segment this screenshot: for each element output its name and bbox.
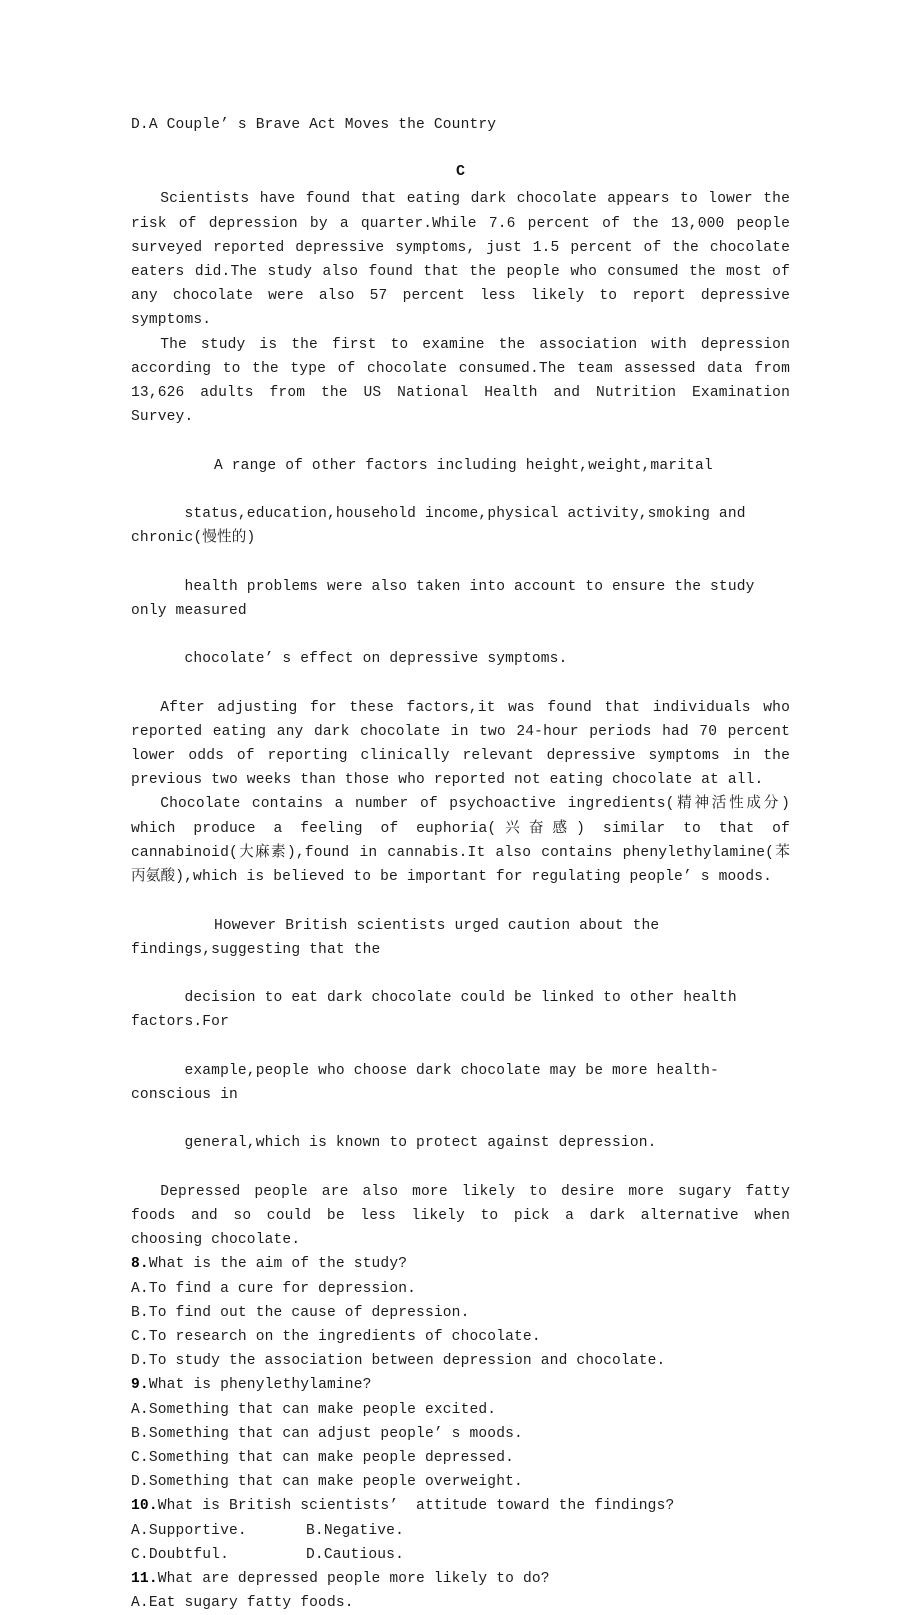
question-8-option-c[interactable]: C.To research on the ingredients of chocolate.	[131, 1328, 541, 1345]
question-10-option-b[interactable]: B.Negative.	[306, 1522, 404, 1539]
paragraph-6-line-1: However British scientists urged caution about the findings,suggesting that the	[131, 917, 669, 958]
section-letter-heading: C	[455, 163, 465, 181]
question-8-option-d[interactable]: D.To study the association between depression and chocolate.	[131, 1353, 666, 1370]
paragraph-3-line-2: status,education,household income,physical activity,smoking and chronic(慢性的)	[131, 506, 755, 547]
paragraph-6-line-3: example,people who choose dark chocolate may be more health-conscious in	[131, 1062, 719, 1103]
question-10-option-row-1	[131, 1519, 790, 1543]
question-11	[131, 1567, 790, 1591]
paragraph-3-line-3: health problems were also taken into account to ensure the study only measured	[131, 578, 764, 619]
question-10-option-c[interactable]: C.Doubtful.	[131, 1546, 229, 1563]
paragraph-6-line-2: decision to eat dark chocolate could be linked to other health factors.For	[131, 990, 746, 1031]
question-9-option-d[interactable]: D.Something that can make people overweight.	[131, 1474, 523, 1491]
question-9-option-a[interactable]: A.Something that can make people excited.	[131, 1401, 497, 1418]
question-8-number: 8.	[131, 1256, 149, 1273]
question-8-option-a[interactable]: A.To find a cure for depression.	[131, 1280, 417, 1297]
passage-paragraph-5: Chocolate contains a number of psychoactive ingredients(精神活性成分) which produce a feeling of euphoria(兴奋感) similar to that of cannabinoid(大麻素),found in cannabis.It also contains phenylethylamine(苯丙氨酸),which is believed to be important for regulating people’ s moods.	[131, 796, 799, 886]
question-9-option-b[interactable]: B.Something that can adjust people’ s moods.	[131, 1425, 523, 1442]
passage-paragraph-6	[131, 889, 790, 1179]
question-11-option-a[interactable]: A.Eat sugary fatty foods.	[131, 1595, 354, 1612]
passage-paragraph-4: After adjusting for these factors,it was found that individuals who reported eating any dark chocolate in two 24-hour periods had 70 percent lower odds of reporting clinically relevant depressive symptoms in the previous two weeks than those who reported not eating chocolate at all.	[131, 699, 799, 789]
question-10-number: 10.	[131, 1498, 158, 1515]
paragraph-3-line-4: chocolate’ s effect on depressive symptoms.	[184, 651, 568, 668]
question-9-stem: What is phenylethylamine?	[148, 1377, 372, 1394]
question-9-number: 9.	[131, 1377, 149, 1394]
question-8-stem: What is the aim of the study?	[148, 1256, 408, 1273]
carry-over-option-d: D.A Couple’ s Brave Act Moves the Country	[131, 117, 497, 133]
question-11-number: 11.	[131, 1570, 158, 1587]
passage-paragraph-7: Depressed people are also more likely to desire more sugary fatty foods and so could be less likely to pick a dark alternative when choosing chocolate.	[131, 1183, 799, 1249]
passage-paragraph-3	[131, 429, 790, 695]
paragraph-3-line-1: A range of other factors including height,weight,marital	[184, 457, 713, 474]
question-10	[131, 1494, 790, 1518]
question-10-stem: What is British scientists’ attitude toward the findings?	[157, 1498, 675, 1515]
question-10-option-a[interactable]: A.Supportive.	[131, 1522, 247, 1539]
question-10-option-row-2	[131, 1543, 790, 1567]
question-11-stem: What are depressed people more likely to do?	[157, 1570, 550, 1587]
question-10-option-d[interactable]: D.Cautious.	[306, 1546, 404, 1563]
passage-paragraph-1: Scientists have found that eating dark chocolate appears to lower the risk of depression by a quarter.While 7.6 percent of the 13,000 people surveyed reported depressive symptoms, just 1.5 percent of the chocolate eaters did.The study also found that the people who consumed the most of any chocolate were also 57 percent less likely to report depressive symptoms.	[131, 191, 799, 329]
page-content	[131, 110, 799, 1615]
question-9	[131, 1373, 790, 1397]
question-9-option-c[interactable]: C.Something that can make people depressed.	[131, 1449, 515, 1466]
question-8-option-b[interactable]: B.To find out the cause of depression.	[131, 1304, 470, 1321]
paragraph-6-line-4: general,which is known to protect against depression.	[184, 1135, 657, 1152]
passage-paragraph-2: The study is the first to examine the association with depression according to the type of chocolate consumed.The team assessed data from 13,626 adults from the US National Health and Nutrition Examination Survey.	[131, 336, 799, 426]
question-8	[131, 1252, 790, 1276]
